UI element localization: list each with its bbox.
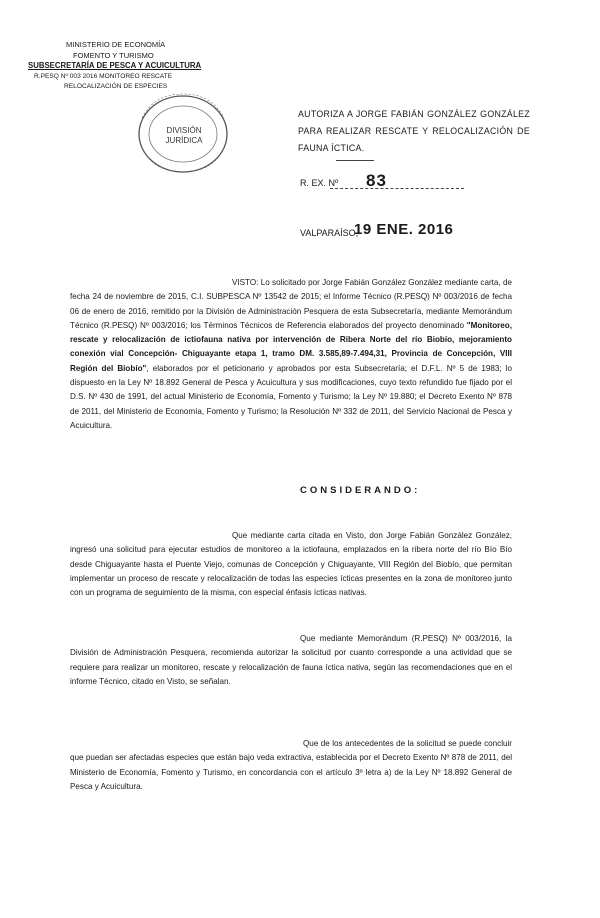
stamp-label: DIVISIÓN JURÍDICA <box>165 126 203 145</box>
resolution-number-block <box>300 171 387 190</box>
reference-line-2: RELOCALIZACIÓN DE ESPECIES <box>64 83 168 90</box>
ministry-subtitle: FOMENTO Y TURISMO <box>73 50 154 60</box>
place-label: VALPARAÍSO, <box>300 228 359 238</box>
resolution-date: 19 ENE. 2016 <box>354 221 454 238</box>
considerando-paragraph-3: Que de los antecedentes de la solicitud se puede concluir que puedan ser afectadas especies que están bajo veda extractiva, establecida por el Decreto Exento Nº 878 de 2011, del Ministerio de Economía, Fomento y Turismo, en concordancia con el artículo 3º letra a) de la Ley Nº 18.892 General de Pesca y Acuicultura. <box>70 739 512 791</box>
letterhead <box>28 40 228 93</box>
considerando-heading: CONSIDERANDO: <box>300 485 421 496</box>
resolution-label: R. EX. Nº <box>300 178 339 188</box>
separator-line <box>336 160 374 161</box>
resolution-number: 83 <box>366 171 387 190</box>
resolution-number-line <box>330 188 464 189</box>
considerando-paragraph-2: Que mediante Memorándum (R.PESQ) Nº 003/2016, la División de Administración Pesquera, recomienda autorizar la solicitud por cuanto corresponde a una actividad que se requiere para realizar un monitoreo, rescate y relocalización de fauna íctica nativa, según las recomendaciones que en el informe Técnico, citado en Visto, se señalan. <box>70 634 512 686</box>
considerando-paragraph-1: Que mediante carta citada en Visto, don Jorge Fabián González González, ingresó una solicitud para ejecutar estudios de monitoreo a la ictiofauna, emplazados en la ribera norte del río Bío Bío desde Chiguayante hasta el Puente Viejo, comunas de Concepción y Chiguayante, VIII Región del Biobío, que permitan implementar un proceso de rescate y relocalización de todas las especies ícticas presentes en la zona de monitoreo junto con un programa de seguimiento de la misma, con especial énfasis ícticas nativas. <box>70 531 512 598</box>
reference-line: R.PESQ Nº 003 2016 MONITOREO RESCATE <box>34 72 173 80</box>
subsecretaria-name: SUBSECRETARÍA DE PESCA Y ACUICULTURA <box>28 61 202 70</box>
resolution-subject: AUTORIZA A JORGE FABIÁN GONZÁLEZ GONZÁLEZ PARA REALIZAR RESCATE Y RELOCALIZACIÓN DE FAUNA ÍCTICA. <box>298 109 530 153</box>
ministry-name: MINISTERIO DE ECONOMÍA <box>66 40 166 49</box>
visto-paragraph: VISTO: Lo solicitado por Jorge Fabián González González mediante carta, de fecha 24 de noviembre de 2015, C.I. SUBPESCA Nº 13542 de 2015; el Informe Técnico (R.PESQ) Nº 003/2016 de fecha 06 de enero de 2016, remitido por la División de Administración Pesquera de esta Subsecretaría, mediante Memorándum Técnico (R.PESQ) Nº 003/2016; los Términos Técnicos de Referencia elaborados del proyecto denominado "Monitoreo, rescate y relocalización de ictiofauna nativa por intervención de Ribera Norte del río Biobío, mejoramiento conexión vial Concepción- Chiguayante etapa 1, tramo DM. 3.585,89-7.494,31, Provincia de Concepción, VIII Región del Biobío", elaborados por el peticionario y aprobados por esta Subsecretaría; el D.F.L. Nº 5 de 1983; lo dispuesto en la Ley Nº 18.892 General de Pesca y Acuicultura y sus modificaciones, cuyo texto refundido fue fijado por el D.S. Nº 430 de 1991, del actual Ministerio de Economía, Fomento y Turismo; la Ley Nº 19.880; el Decreto Exento Nº 878 de 2011, del Ministerio de Economía, Fomento y Turismo; la Resolución Nº 332 de 2011, del Servicio Nacional de Pesca y Acuicultura. <box>70 278 512 430</box>
